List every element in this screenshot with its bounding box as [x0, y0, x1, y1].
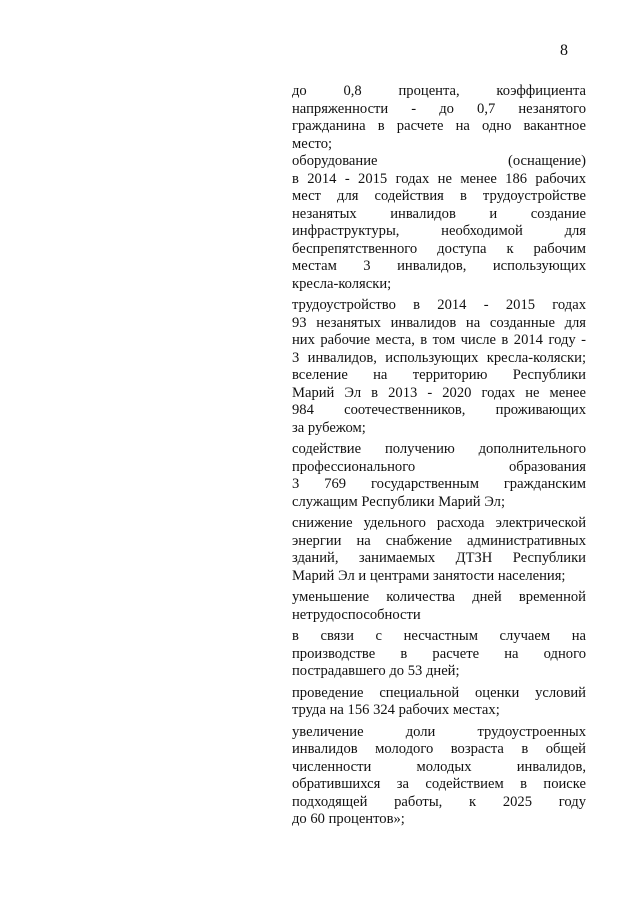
text-line: трудоустройство в 2014 - 2015 годах: [292, 297, 586, 313]
text-line: 984 соотечественников, проживающих: [292, 402, 586, 418]
text-line: в 2014 - 2015 годах не менее 186 рабочих: [292, 170, 586, 187]
text-line: проведение специальной оценки условий: [292, 684, 586, 701]
page-number: 8: [560, 42, 568, 59]
text-line: за рубежом;: [292, 419, 366, 436]
text-line: снижение удельного расхода электрической: [292, 515, 586, 531]
text-line: пострадавшего до 53 дней;: [292, 663, 460, 679]
text-line: подходящей работы, к 2025 году: [292, 793, 586, 810]
text-line: инфраструктуры, необходимой для: [292, 223, 586, 239]
text-line: местам 3 инвалидов, использующих: [292, 258, 586, 274]
text-line: гражданина в расчете на одно вакантное: [292, 118, 586, 134]
text-line: кресла-коляски;: [292, 275, 392, 292]
text-line: до 0,8 процента, коэффициента: [292, 83, 586, 99]
text-line: нетрудоспособности: [292, 606, 421, 623]
text-line: Марий Эл и центрами занятости населения;: [292, 567, 566, 584]
text-line: содействие получению дополнительного: [292, 441, 586, 457]
text-line: Марий Эл в 2013 - 2020 годах не менее: [292, 384, 586, 401]
text-line: 3 инвалидов, использующих кресла-коляски;: [292, 349, 586, 366]
text-line: до 60 процентов»;: [292, 811, 405, 827]
text-line: незанятых инвалидов и создание: [292, 205, 586, 222]
text-line: них рабочие места, в том числе в 2014 году -: [292, 332, 586, 348]
text-line: увеличение доли трудоустроенных: [292, 723, 586, 740]
document-body: [292, 83, 586, 829]
text-line: труда на 156 324 рабочих местах;: [292, 702, 500, 718]
text-line: 93 незанятых инвалидов на созданные для: [292, 314, 586, 331]
text-line: оборудование (оснащение): [292, 153, 586, 169]
text-line: численности молодых инвалидов,: [292, 758, 586, 775]
text-line: профессионального образования: [292, 458, 586, 475]
text-line: уменьшение количества дней временной: [292, 589, 586, 605]
text-line: производстве в расчете на одного: [292, 645, 586, 662]
text-line: мест для содействия в трудоустройстве: [292, 188, 586, 204]
text-line: инвалидов молодого возраста в общей: [292, 741, 586, 757]
text-line: 3 769 государственным гражданским: [292, 476, 586, 492]
text-line: напряженности - до 0,7 незанятого: [292, 100, 586, 117]
text-line: вселение на территорию Республики: [292, 367, 586, 383]
text-line: энергии на снабжение административных: [292, 532, 586, 549]
text-line: зданий, занимаемых ДТЗН Республики: [292, 550, 586, 566]
text-line: обратившихся за содействием в поиске: [292, 776, 586, 792]
text-line: в связи с несчастным случаем на: [292, 628, 586, 644]
text-line: служащим Республики Марий Эл;: [292, 493, 506, 510]
text-line: место;: [292, 135, 333, 152]
text-line: беспрепятственного доступа к рабочим: [292, 240, 586, 257]
